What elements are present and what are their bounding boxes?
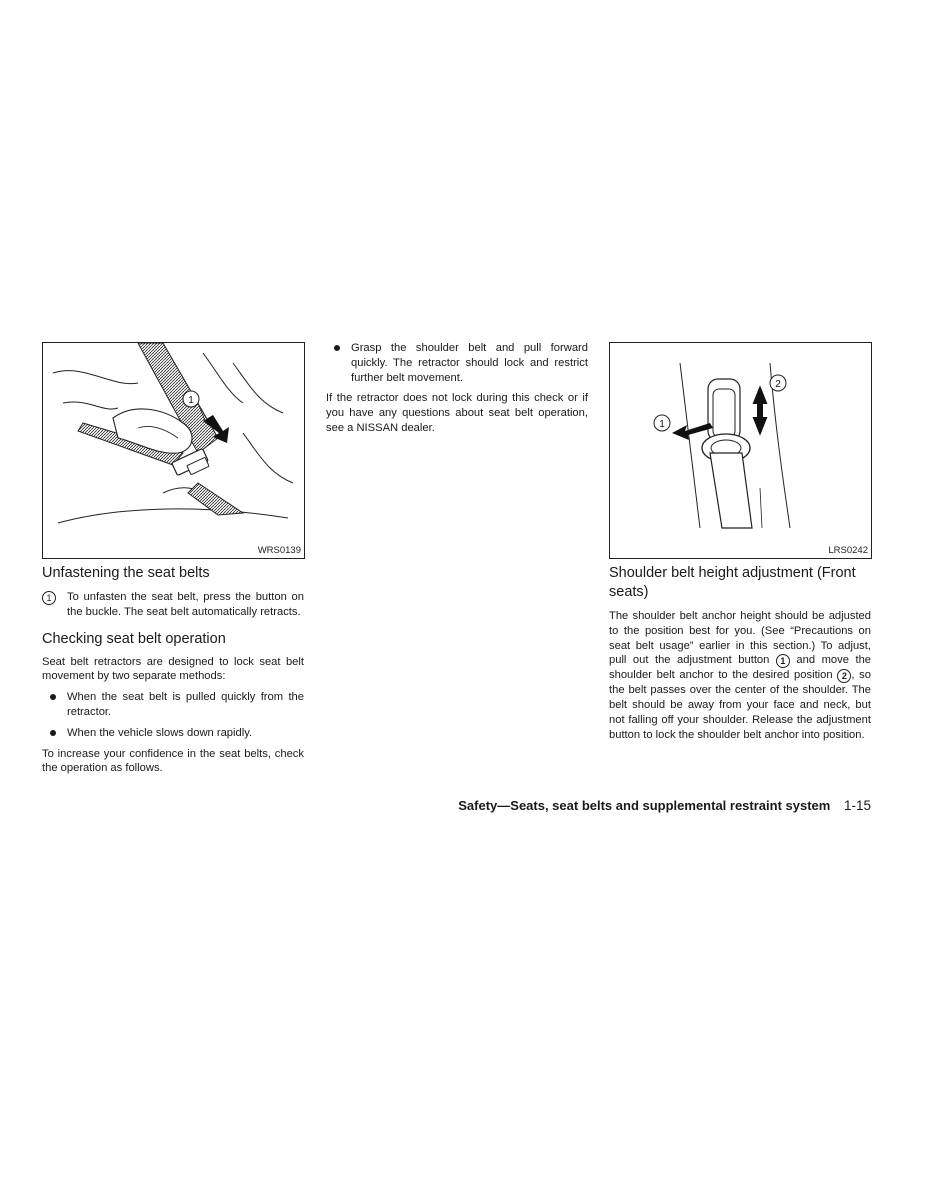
bullet-dot [50,730,56,736]
unfasten-step [42,590,304,620]
bullet-text: Grasp the shoulder belt and pull forward quickly. The retractor should lock and restrict further belt movement. [351,342,588,384]
figure-code-left: WRS0139 [257,545,301,556]
middle-column [326,341,588,436]
bullet-dot [334,345,340,351]
shoulder-adjust-paragraph [609,609,871,743]
callout-2-label: 2 [775,379,781,390]
buckle-figure [42,342,305,559]
bullet-text: When the seat belt is pulled quickly from the retractor. [67,691,304,718]
checking-closing: To increase your confidence in the seat belts, check the operation as follows. [42,747,304,775]
section-title: Safety—Seats, seat belts and supplemental restraint system [458,798,831,813]
bullet-text: When the vehicle slows down rapidly. [67,726,253,739]
bullet-dot [50,694,56,700]
bullet-item [42,690,304,720]
page-footer [420,798,871,813]
shoulder-anchor-illustration [610,343,871,558]
page-number: 1-15 [843,798,871,813]
adjust-text-part-3: , so the belt passes over the center of the shoulder. The belt should be away from your face and neck, but not falling off your shoulder. Release the adjustment button to lock the shoulder belt anchor into position. [609,669,872,741]
right-column [609,564,871,743]
bullet-item [42,726,304,741]
inline-callout-2: 2 [837,669,851,683]
bullet-item [326,341,588,385]
step-number-1: 1 [42,591,56,605]
shoulder-anchor-figure [609,342,872,559]
adjust-text-part-2: and move the shoulder belt anchor to the desired position [609,654,872,682]
buckle-illustration [43,343,304,558]
checking-intro: Seat belt retractors are designed to lock seat belt movement by two separate methods: [42,655,304,683]
heading-unfastening: Unfastening the seat belts [42,565,210,581]
unfasten-step-text: To unfasten the seat belt, press the button on the buckle. The seat belt automatically retracts. [67,591,304,618]
inline-callout-1: 1 [776,654,790,668]
heading-shoulder-adjust: Shoulder belt height adjustment (Front seats) [609,565,856,600]
callout-1-label: 1 [188,395,194,406]
dealer-paragraph: If the retractor does not lock during this check or if you have any questions about seat belt operation, see a NISSAN dealer. [326,392,588,434]
heading-checking: Checking seat belt operation [42,630,226,647]
callout-1-label: 1 [659,419,665,430]
left-column [42,564,304,776]
figure-code-right: LRS0242 [828,545,868,556]
adjust-text-part-1: The shoulder belt anchor height should be adjusted to the position best for you. (See “Precautions on seat belt usage” earlier in this section.) To adjust, pull out the adjustment button [609,610,871,667]
